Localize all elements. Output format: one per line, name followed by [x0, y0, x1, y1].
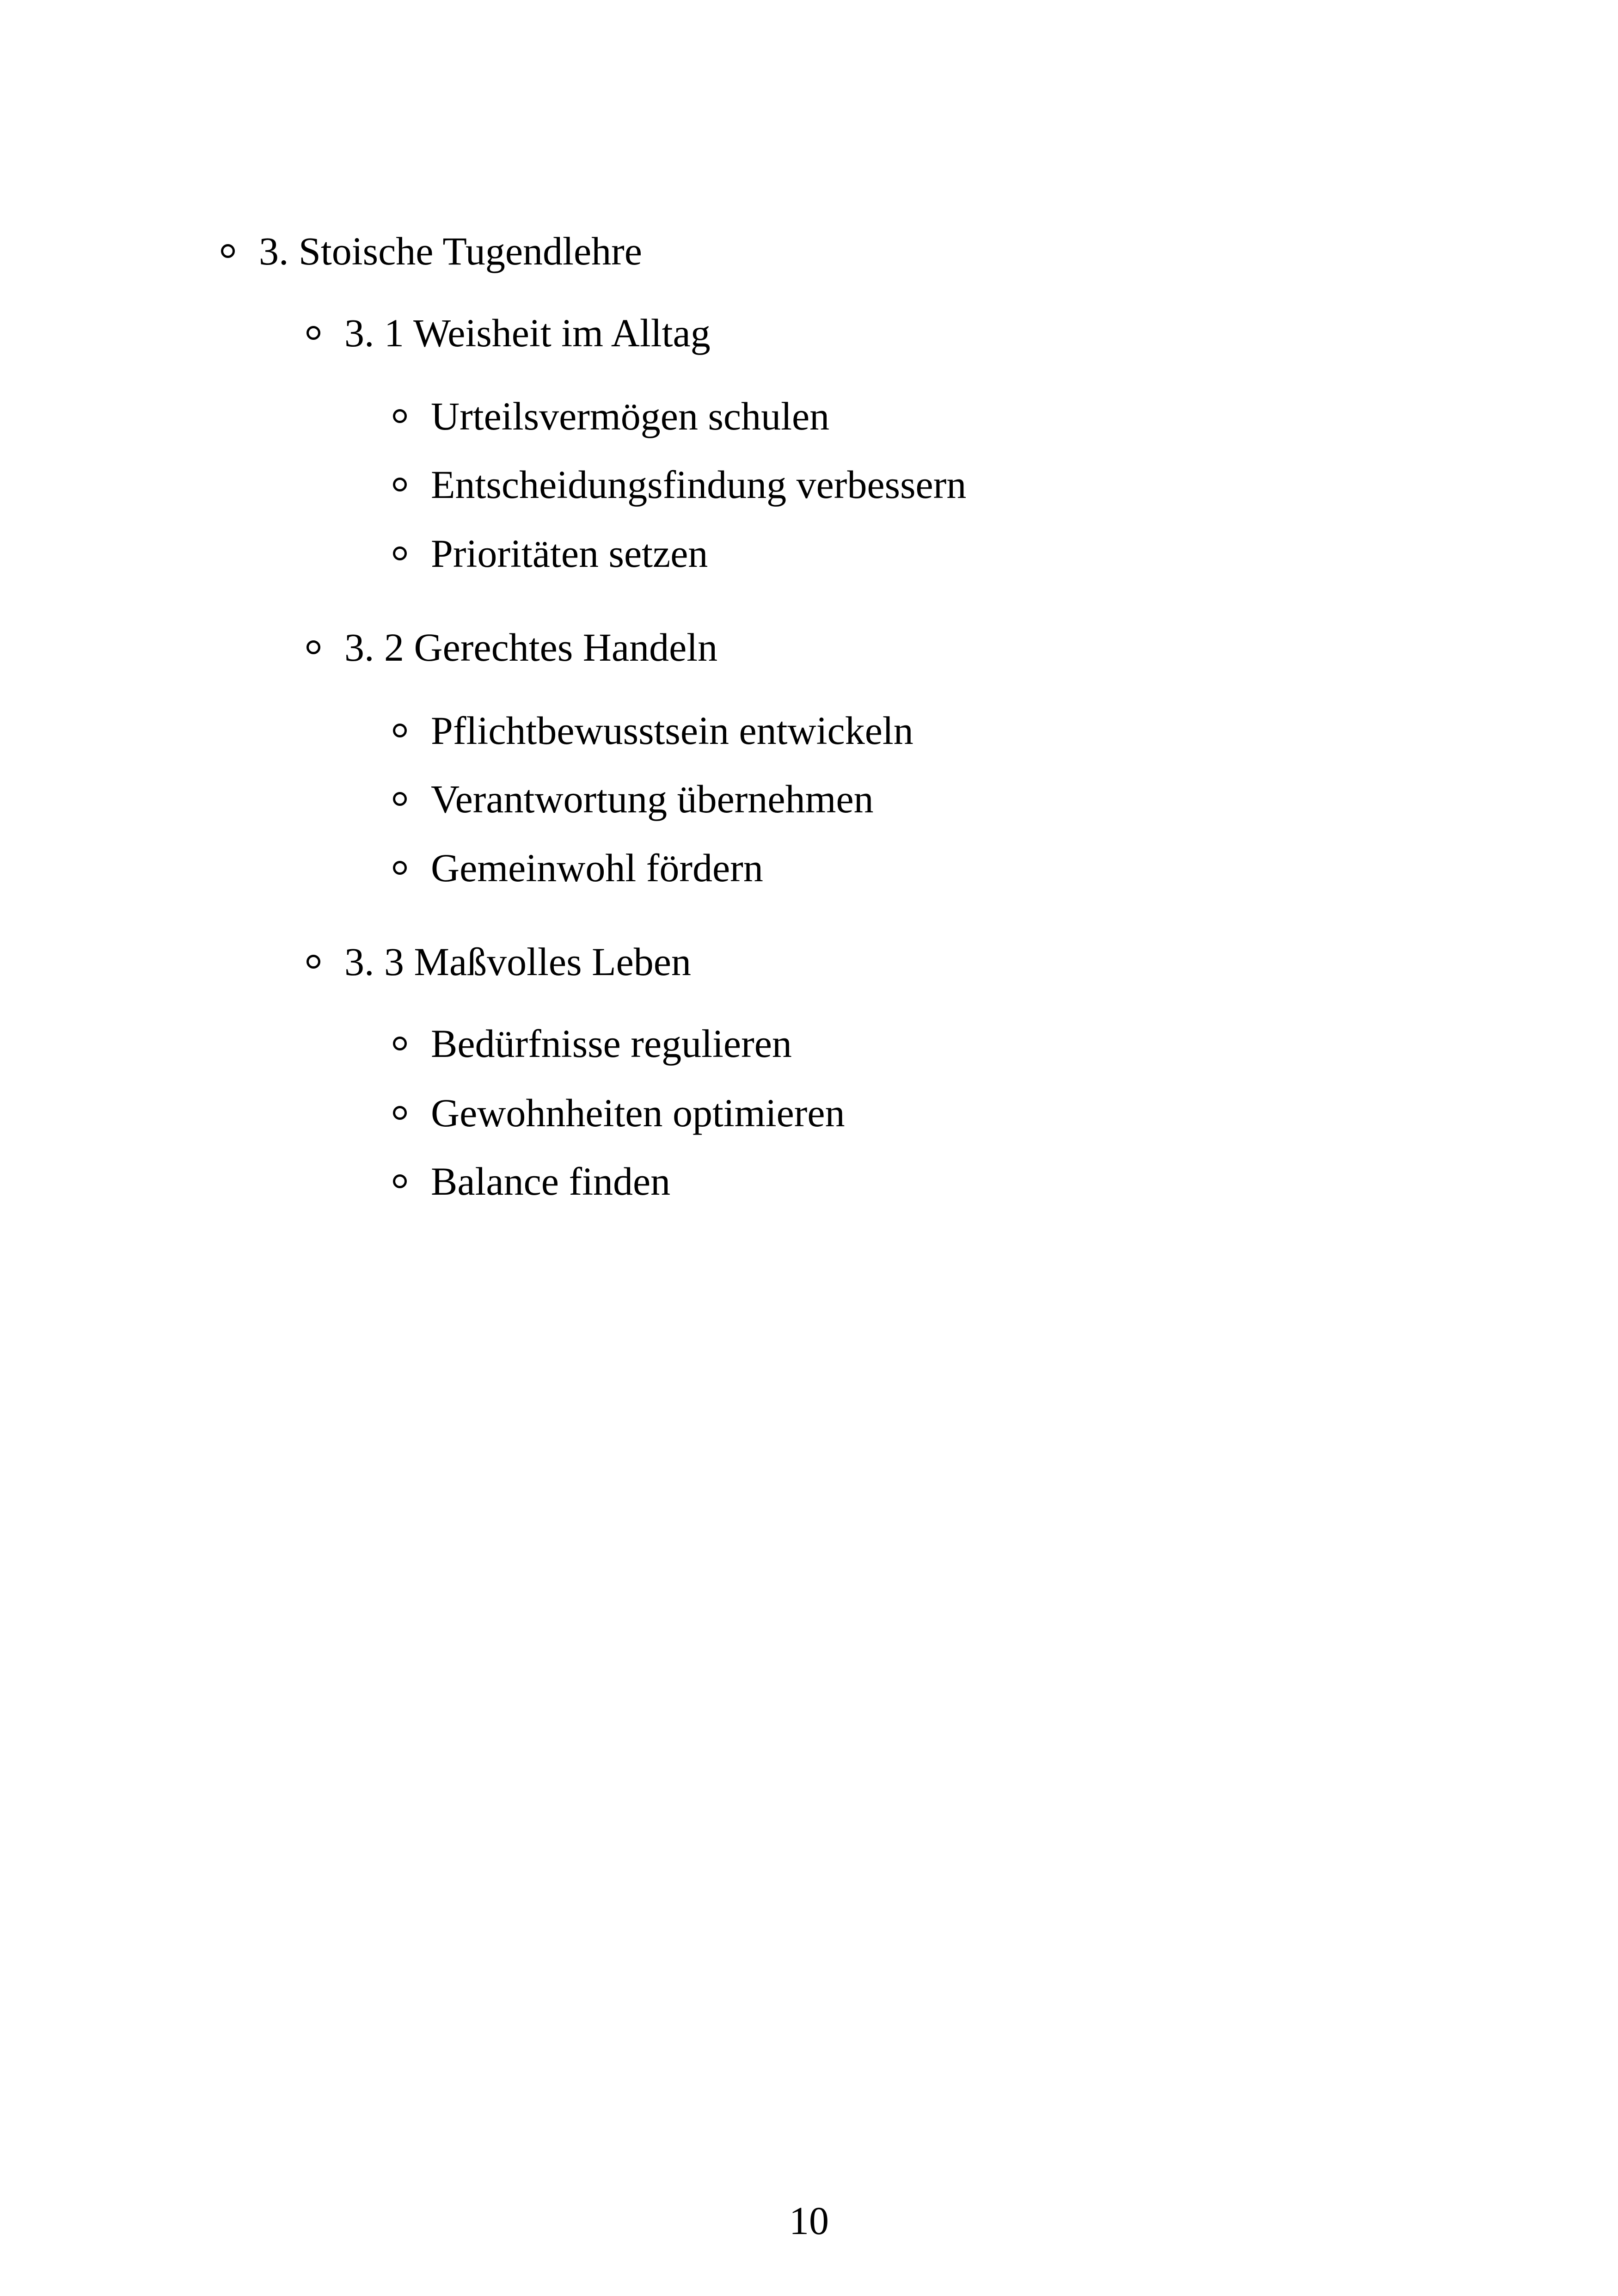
list-item: Bedürfnisse regulieren: [431, 1021, 792, 1066]
circle-bullet-icon: [393, 1037, 407, 1050]
circle-bullet-icon: [393, 546, 407, 560]
circle-bullet-icon: [393, 1106, 407, 1120]
circle-bullet-icon: [393, 478, 407, 491]
circle-bullet-icon: [221, 244, 235, 258]
circle-bullet-icon: [306, 640, 320, 654]
circle-bullet-icon: [393, 409, 407, 423]
list-item: Balance finden: [431, 1159, 671, 1203]
circle-bullet-icon: [393, 792, 407, 806]
subsection-title: 3. 1 Weisheit im Alltag: [344, 311, 711, 355]
list-item: Gemeinwohl fördern: [431, 846, 763, 890]
subsection-title: 3. 2 Gerechtes Handeln: [344, 625, 718, 669]
circle-bullet-icon: [393, 861, 407, 875]
circle-bullet-icon: [393, 724, 407, 737]
list-item: Prioritäten setzen: [431, 531, 708, 576]
subsection-title: 3. 3 Maßvolles Leben: [344, 939, 691, 984]
circle-bullet-icon: [306, 955, 320, 969]
list-item: Pflichtbewusstsein entwickeln: [431, 708, 913, 753]
page-number: 10: [789, 2198, 829, 2243]
list-item: Gewohnheiten optimieren: [431, 1091, 845, 1135]
section-title: 3. Stoische Tugendlehre: [259, 229, 642, 273]
circle-bullet-icon: [306, 326, 320, 340]
circle-bullet-icon: [393, 1174, 407, 1188]
list-item: Urteilsvermögen schulen: [431, 394, 830, 438]
list-item: Verantwortung übernehmen: [431, 777, 874, 821]
list-item: Entscheidungsfindung verbessern: [431, 462, 967, 507]
